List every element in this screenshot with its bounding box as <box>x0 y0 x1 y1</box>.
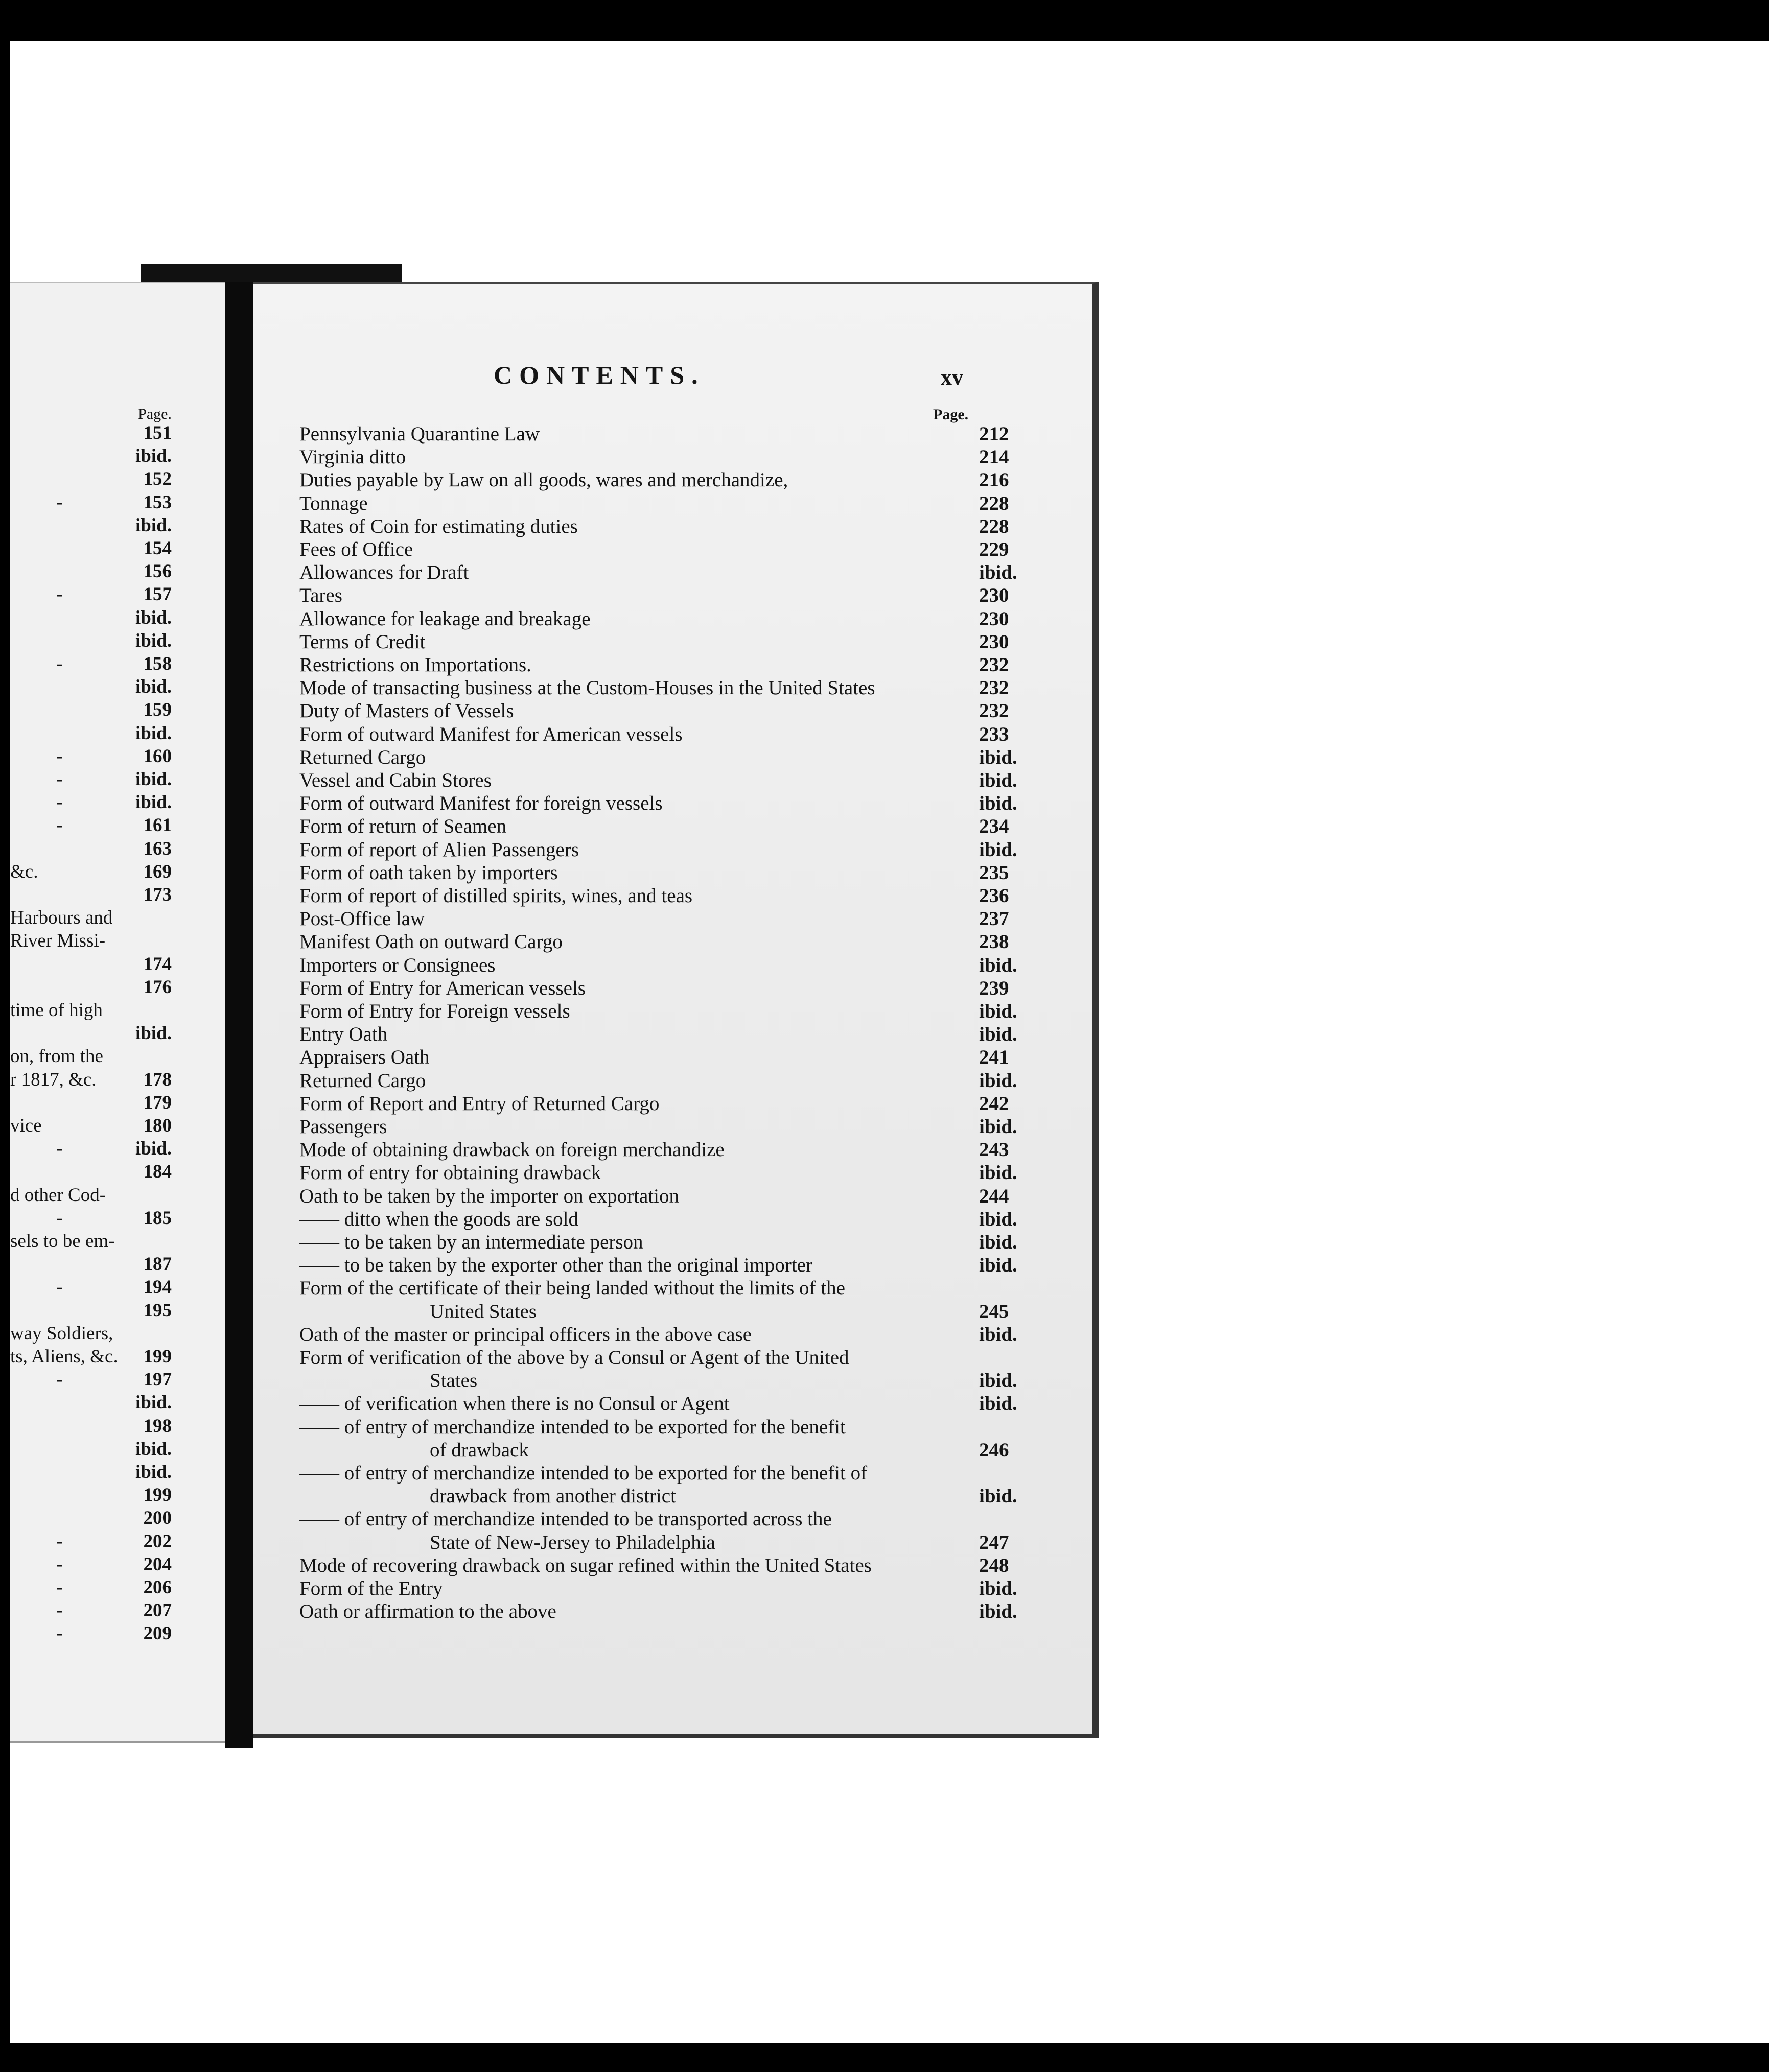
left-row-text: way Soldiers, <box>10 1323 113 1344</box>
column-heading: Page. <box>933 406 969 423</box>
left-row-page: 206 <box>143 1577 172 1598</box>
left-row-page: ibid. <box>135 722 172 744</box>
entry-page: 214 <box>979 446 1009 468</box>
entry-page: 229 <box>979 538 1009 560</box>
left-page-row <box>10 1230 225 1253</box>
contents-entry <box>299 1508 1025 1531</box>
left-page-row <box>10 1553 225 1576</box>
left-page-row <box>10 1115 225 1137</box>
left-row-page: 209 <box>143 1623 172 1644</box>
left-page-row <box>10 861 225 883</box>
entry-page: 238 <box>979 931 1009 953</box>
entry-title: Mode of obtaining drawback on foreign merchandize <box>299 1139 725 1161</box>
left-row-text: - <box>56 1138 63 1160</box>
scan-border-top <box>0 0 1769 41</box>
book-spine <box>225 282 253 1748</box>
left-page-row <box>10 1300 225 1322</box>
entry-page: 228 <box>979 492 1009 514</box>
entry-page: 241 <box>979 1046 1009 1069</box>
left-page-row <box>10 1207 225 1230</box>
left-row-text: Harbours and <box>10 907 113 929</box>
left-row-page: 163 <box>143 838 172 859</box>
left-row-text: - <box>56 1577 63 1598</box>
left-row-page: ibid. <box>135 769 172 790</box>
page-tab <box>141 264 402 283</box>
left-page-row <box>10 445 225 467</box>
left-row-page: 176 <box>143 976 172 998</box>
left-page-row <box>10 999 225 1022</box>
entry-page: ibid. <box>979 746 1017 768</box>
left-row-page: 197 <box>143 1369 172 1391</box>
left-row-text: on, from the <box>10 1046 103 1067</box>
left-page-row <box>10 976 225 999</box>
left-page-row <box>10 884 225 906</box>
entry-page: ibid. <box>979 1023 1017 1046</box>
entry-page: 244 <box>979 1185 1009 1207</box>
left-row-text: - <box>56 1277 63 1298</box>
left-page-row <box>10 1507 225 1529</box>
left-page-row <box>10 676 225 698</box>
entry-page: 245 <box>979 1300 1009 1323</box>
left-row-text: time of high <box>10 1000 103 1021</box>
entry-page: 212 <box>979 423 1009 445</box>
left-row-page: 180 <box>143 1115 172 1136</box>
entry-page: 216 <box>979 469 1009 491</box>
contents-entry <box>299 1254 1025 1277</box>
left-page-row <box>10 838 225 860</box>
left-page-row <box>10 537 225 560</box>
left-row-text: ts, Aliens, &c. <box>10 1346 118 1367</box>
scan-border-bottom <box>0 2043 1769 2072</box>
entry-page: ibid. <box>979 954 1017 976</box>
entry-page: ibid. <box>979 1254 1017 1277</box>
left-row-page: 194 <box>143 1277 172 1298</box>
left-row-page: 160 <box>143 745 172 767</box>
entry-page: 232 <box>979 654 1009 676</box>
contents-entry <box>299 1046 1025 1069</box>
left-row-text: d other Cod- <box>10 1184 106 1206</box>
entry-title: —— of verification when there is no Consul or Agent <box>299 1393 730 1415</box>
contents-entry <box>299 1138 1025 1162</box>
entry-title: Duties payable by Law on all goods, wares and merchandize, <box>299 469 788 491</box>
left-row-page: 200 <box>143 1508 172 1529</box>
left-row-page: 173 <box>143 884 172 905</box>
left-page-row <box>10 422 225 444</box>
contents-entry <box>299 884 1025 908</box>
entry-title: Oath of the master or principal officers in the above case <box>299 1323 752 1346</box>
left-row-text: - <box>56 1553 63 1575</box>
contents-entry <box>299 515 1025 538</box>
entry-page: ibid. <box>979 1208 1017 1230</box>
left-row-text: - <box>56 745 63 767</box>
left-page-row <box>10 1599 225 1622</box>
contents-entry <box>299 954 1025 977</box>
entry-title: Form of Report and Entry of Returned Cargo <box>299 1092 660 1115</box>
left-row-page: 174 <box>143 953 172 975</box>
left-row-page: ibid. <box>135 792 172 813</box>
contents-entry <box>299 1231 1025 1254</box>
left-row-page: 154 <box>143 538 172 559</box>
left-page-row <box>10 1484 225 1506</box>
left-row-page: 159 <box>143 699 172 721</box>
left-row-text: - <box>56 1369 63 1391</box>
entry-title: —— of entry of merchandize intended to be exported for the benefit of <box>299 1462 868 1484</box>
contents-entry <box>299 1439 1025 1462</box>
contents-entry <box>299 584 1025 607</box>
left-page-row <box>10 1576 225 1599</box>
entry-page: ibid. <box>979 1577 1017 1599</box>
entry-title: Form of outward Manifest for American vessels <box>299 723 683 745</box>
left-page-row <box>10 1531 225 1553</box>
entry-title: —— of entry of merchandize intended to be transported across the <box>299 1508 832 1531</box>
entry-title: drawback from another district <box>430 1485 676 1508</box>
entry-title: Allowances for Draft <box>299 561 469 584</box>
entry-page: 246 <box>979 1439 1009 1461</box>
entry-title: —— of entry of merchandize intended to be exported for the benefit <box>299 1416 846 1438</box>
contents-page <box>253 282 1099 1738</box>
left-page-row <box>10 699 225 721</box>
left-page-row <box>10 953 225 976</box>
entry-title: —— ditto when the goods are sold <box>299 1208 578 1230</box>
entry-title: Rates of Coin for estimating duties <box>299 515 578 537</box>
left-page-heading-text: Page. <box>138 406 172 422</box>
left-page-row <box>10 1415 225 1438</box>
entry-page: 236 <box>979 885 1009 907</box>
entry-title: Form of the certificate of their being landed without the limits of the <box>299 1277 845 1300</box>
left-row-text: - <box>56 1600 63 1621</box>
left-page-row <box>10 1461 225 1484</box>
contents-entry <box>299 1462 1025 1485</box>
entry-title: Post-Office law <box>299 908 425 930</box>
left-row-page: ibid. <box>135 1438 172 1459</box>
contents-entry <box>299 699 1025 723</box>
entry-title: Appraisers Oath <box>299 1046 430 1069</box>
contents-entry <box>299 1369 1025 1393</box>
left-page-row <box>10 630 225 652</box>
entry-page: 243 <box>979 1139 1009 1161</box>
left-page-row <box>10 1092 225 1114</box>
entry-page: ibid. <box>979 1162 1017 1184</box>
entry-title: Restrictions on Importations. <box>299 654 531 676</box>
left-row-page: 153 <box>143 491 172 513</box>
entry-page: ibid. <box>979 1370 1017 1392</box>
left-page-row <box>10 745 225 768</box>
left-page-row <box>10 607 225 629</box>
entry-page: ibid. <box>979 1600 1017 1623</box>
left-row-page: 198 <box>143 1415 172 1437</box>
left-row-page: ibid. <box>135 607 172 628</box>
entry-page: 242 <box>979 1092 1009 1115</box>
left-row-text: &c. <box>10 861 38 882</box>
running-head: CONTENTS. <box>494 361 705 389</box>
entry-page: 239 <box>979 977 1009 999</box>
left-row-page: 158 <box>143 653 172 674</box>
left-row-page: ibid. <box>135 1462 172 1482</box>
previous-page <box>10 282 225 1743</box>
left-page-row <box>10 1138 225 1160</box>
contents-entry <box>299 792 1025 815</box>
contents-entry <box>299 1416 1025 1439</box>
left-page-row <box>10 1323 225 1345</box>
left-row-page: 156 <box>143 561 172 582</box>
left-page-row <box>10 930 225 952</box>
contents-entry <box>299 422 1025 446</box>
contents-entry <box>299 1485 1025 1508</box>
entry-title: Form of return of Seamen <box>299 815 507 838</box>
entry-title: State of New-Jersey to Philadelphia <box>430 1531 715 1553</box>
left-row-text: - <box>56 1531 63 1552</box>
left-row-page: 199 <box>143 1485 172 1506</box>
left-row-text: sels to be em- <box>10 1231 115 1252</box>
contents-entry <box>299 1161 1025 1185</box>
contents-entry <box>299 1000 1025 1023</box>
left-page-row <box>10 1622 225 1645</box>
entry-title: Mode of transacting business at the Custom-Houses in the United States <box>299 677 875 699</box>
left-page-row <box>10 1276 225 1299</box>
left-row-text: - <box>56 792 63 813</box>
entry-title: —— to be taken by an intermediate person <box>299 1231 643 1253</box>
entry-title: Allowance for leakage and breakage <box>299 607 591 630</box>
contents-entry <box>299 1092 1025 1116</box>
contents-entry <box>299 653 1025 677</box>
scan-border-left <box>0 0 10 2072</box>
contents-entry <box>299 1323 1025 1347</box>
contents-entry <box>299 815 1025 838</box>
left-row-page: ibid. <box>135 676 172 698</box>
contents-entry <box>299 1185 1025 1208</box>
contents-entry <box>299 1208 1025 1231</box>
left-page-row <box>10 907 225 929</box>
contents-entry <box>299 1600 1025 1623</box>
left-page-row <box>10 1022 225 1045</box>
entry-title: Manifest Oath on outward Cargo <box>299 931 563 953</box>
left-row-text: vice <box>10 1115 42 1136</box>
entry-title: Oath or affirmation to the above <box>299 1600 556 1623</box>
left-row-page: ibid. <box>135 630 172 651</box>
entry-page: ibid. <box>979 1393 1017 1415</box>
left-row-page: 151 <box>143 422 172 443</box>
left-page-row <box>10 468 225 490</box>
contents-entry <box>299 930 1025 954</box>
left-page-row <box>10 560 225 583</box>
entry-title: Form of the Entry <box>299 1577 443 1599</box>
entry-page: 228 <box>979 515 1009 537</box>
left-row-text: - <box>56 491 63 513</box>
left-page-row <box>10 1045 225 1068</box>
left-row-page: 199 <box>143 1346 172 1367</box>
left-page-row <box>10 1161 225 1183</box>
entry-title: Form of report of distilled spirits, wines, and teas <box>299 885 693 907</box>
contents-entry <box>299 723 1025 746</box>
left-row-page: 157 <box>143 584 172 605</box>
left-row-page: ibid. <box>135 445 172 467</box>
entry-title: Passengers <box>299 1116 387 1138</box>
contents-entry <box>299 561 1025 584</box>
left-row-page: 178 <box>143 1069 172 1090</box>
contents-entry <box>299 1069 1025 1093</box>
entry-title: Duty of Masters of Vessels <box>299 700 514 722</box>
left-page-row <box>10 1438 225 1461</box>
entry-page: ibid. <box>979 792 1017 815</box>
entry-title: Form of outward Manifest for foreign vessels <box>299 792 663 815</box>
left-page-row <box>10 1253 225 1276</box>
entry-page: 232 <box>979 700 1009 722</box>
contents-entry <box>299 1277 1025 1300</box>
left-row-page: 185 <box>143 1207 172 1229</box>
left-row-page: 195 <box>143 1300 172 1321</box>
contents-entry <box>299 1023 1025 1046</box>
contents-entry <box>299 977 1025 1000</box>
left-row-text: - <box>56 769 63 790</box>
entry-page: 230 <box>979 607 1009 630</box>
entry-page: ibid. <box>979 1000 1017 1022</box>
left-row-text: - <box>56 1207 63 1229</box>
contents-entry <box>299 538 1025 561</box>
left-page-row <box>10 514 225 537</box>
entry-page: 247 <box>979 1531 1009 1553</box>
left-page-row <box>10 722 225 745</box>
entry-title: Returned Cargo <box>299 746 426 768</box>
entry-title: —— to be taken by the exporter other than the original importer <box>299 1254 812 1277</box>
entry-title: Oath to be taken by the importer on exportation <box>299 1185 679 1207</box>
entry-title: Tonnage <box>299 492 368 514</box>
entry-title: Form of oath taken by importers <box>299 861 558 884</box>
entry-page: ibid. <box>979 561 1017 584</box>
left-row-page: 202 <box>143 1531 172 1552</box>
entry-page: 230 <box>979 584 1009 607</box>
left-page-row <box>10 791 225 814</box>
contents-entry <box>299 676 1025 700</box>
left-row-text: - <box>56 653 63 674</box>
entry-title: United States <box>430 1300 537 1323</box>
contents-entry <box>299 1392 1025 1416</box>
left-row-page: 184 <box>143 1161 172 1183</box>
contents-entry <box>299 1577 1025 1600</box>
left-row-page: 169 <box>143 861 172 882</box>
left-row-page: ibid. <box>135 1023 172 1044</box>
left-row-text: - <box>56 815 63 836</box>
contents-entry <box>299 769 1025 792</box>
entry-page: ibid. <box>979 1323 1017 1346</box>
left-page-row <box>10 814 225 837</box>
entry-page: 234 <box>979 815 1009 838</box>
contents-entry <box>299 861 1025 885</box>
left-row-page: ibid. <box>135 1138 172 1160</box>
entry-page: 232 <box>979 677 1009 699</box>
contents-entry <box>299 838 1025 862</box>
contents-entry <box>299 1300 1025 1324</box>
left-row-page: 179 <box>143 1092 172 1113</box>
entry-page: ibid. <box>979 769 1017 791</box>
entry-page: 235 <box>979 861 1009 884</box>
entry-title: Fees of Office <box>299 538 413 560</box>
contents-entry <box>299 607 1025 631</box>
contents-entry <box>299 1346 1025 1370</box>
entry-page: ibid. <box>979 1116 1017 1138</box>
entry-page: ibid. <box>979 1485 1017 1508</box>
entry-title: Returned Cargo <box>299 1069 426 1092</box>
left-page-row <box>10 1184 225 1207</box>
entry-title: Form of Entry for Foreign vessels <box>299 1000 570 1022</box>
entry-title: Tares <box>299 584 342 607</box>
left-row-page: 152 <box>143 468 172 490</box>
entry-page: 233 <box>979 723 1009 745</box>
contents-entry <box>299 492 1025 515</box>
left-row-page: ibid. <box>135 514 172 536</box>
entry-page: ibid. <box>979 1069 1017 1092</box>
left-row-text: - <box>56 1623 63 1644</box>
left-row-page: 187 <box>143 1254 172 1275</box>
entry-title: of drawback <box>430 1439 529 1461</box>
contents-entry <box>299 1531 1025 1555</box>
left-row-page: 204 <box>143 1553 172 1575</box>
entry-page: 248 <box>979 1554 1009 1576</box>
left-row-page: 207 <box>143 1600 172 1621</box>
entry-title: Mode of recovering drawback on sugar refined within the United States <box>299 1554 872 1576</box>
contents-entry <box>299 630 1025 654</box>
entry-title: Pennsylvania Quarantine Law <box>299 423 540 445</box>
entry-title: Importers or Consignees <box>299 954 496 976</box>
left-page-row <box>10 583 225 606</box>
entry-title: States <box>430 1370 478 1392</box>
left-row-text: r 1817, &c. <box>10 1069 97 1090</box>
left-row-page: ibid. <box>135 1392 172 1414</box>
entry-title: Form of Entry for American vessels <box>299 977 586 999</box>
contents-entry <box>299 468 1025 492</box>
entry-page: 237 <box>979 908 1009 930</box>
left-page-row <box>10 1346 225 1368</box>
entry-title: Virginia ditto <box>299 446 406 468</box>
entry-title: Terms of Credit <box>299 630 426 653</box>
contents-entry <box>299 746 1025 769</box>
left-page-row <box>10 768 225 791</box>
entry-title: Form of verification of the above by a Consul or Agent of the United <box>299 1347 849 1369</box>
page-number: xv <box>941 365 963 390</box>
entry-title: Vessel and Cabin Stores <box>299 769 492 791</box>
left-row-text: River Missi- <box>10 930 106 952</box>
entry-page: ibid. <box>979 838 1017 861</box>
left-page-row <box>10 1369 225 1391</box>
entry-page: ibid. <box>979 1231 1017 1253</box>
entry-title: Form of entry for obtaining drawback <box>299 1162 601 1184</box>
left-page-row <box>10 653 225 675</box>
left-page-row <box>10 491 225 514</box>
left-page-row <box>10 1392 225 1414</box>
left-row-text: - <box>56 584 63 605</box>
left-row-page: 161 <box>143 815 172 836</box>
contents-entry <box>299 1554 1025 1577</box>
contents-entry <box>299 907 1025 931</box>
entry-title: Entry Oath <box>299 1023 388 1046</box>
entry-title: Form of report of Alien Passengers <box>299 838 579 861</box>
contents-entry <box>299 445 1025 469</box>
contents-entry <box>299 1115 1025 1139</box>
left-page-row <box>10 1069 225 1091</box>
entry-page: 230 <box>979 630 1009 653</box>
